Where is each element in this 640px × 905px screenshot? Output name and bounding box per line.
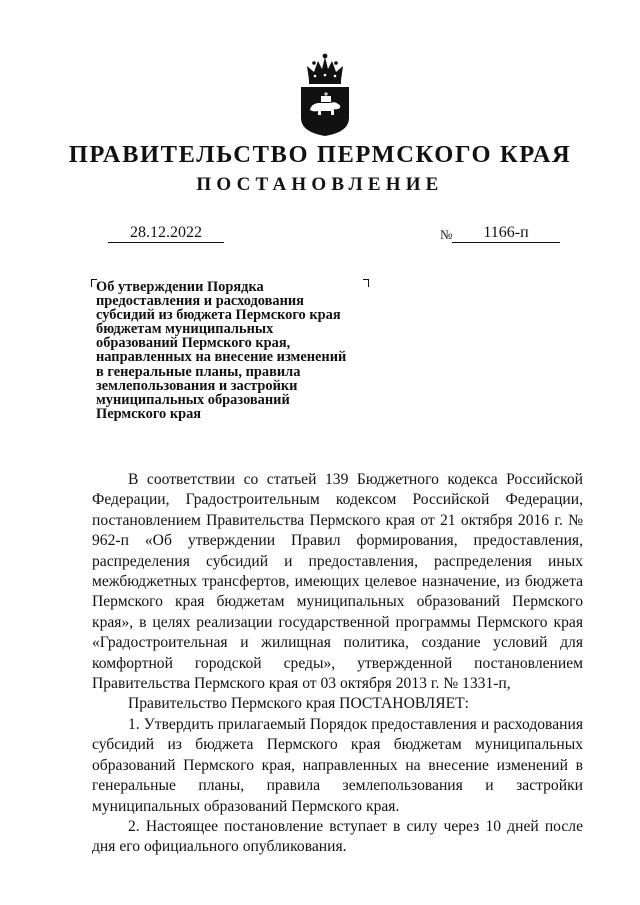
subject-line: направленных на внесение изменений <box>96 349 347 366</box>
subject-line: бюджетам муниципальных <box>96 321 274 338</box>
subject-line: землепользования и застройки <box>96 377 298 394</box>
number-sign: № <box>440 227 453 242</box>
resolves-paragraph: Правительство Пермского края ПОСТАНОВЛЯЕТ: <box>128 695 469 713</box>
subject-line: предоставления и расходования <box>96 293 304 310</box>
document-body <box>92 470 583 858</box>
subject-line: муниципальных образований <box>96 391 290 408</box>
subject-line: в генеральные планы, правила <box>96 363 301 380</box>
government-title: ПРАВИТЕЛЬСТВО ПЕРМСКОГО КРАЯ <box>68 141 572 168</box>
preamble-paragraph: В соответствии со статьей 139 Бюджетного кодекса Российской Федерации, Градостроительным кодексом Российской Федерации, постановлением Правительства Пермского края от 21 октября 2016 г. № 962-п «Об утверждении Правил формирования, предоставления, распределения субсидий и предоставления, распределения иных межбюджетных трансфертов, имеющих целевое назначение, из бюджета Пермского края бюджетам муниципальных образований Пермского края», в целях реализации государственной программы Пермского края «Градостроительная и жилищная политика, создание условий для комфортной городской среды», утвержденной постановлением Правительства Пермского края от 03 октября 2013 г. № 1331-п, <box>92 471 583 693</box>
item-1-paragraph: 1. Утвердить прилагаемый Порядок предоставления и расходования субсидий из бюджета Пермского края бюджетам муниципальных образований Пермского края, направленных на внесение изменений в генеральные планы, правила землепользования и застройки муниципальных образований Пермского края. <box>92 715 583 815</box>
item-2-paragraph: 2. Настоящее постановление вступает в силу через 10 дней после дня его официального опубликования. <box>92 817 583 856</box>
document-type: ПОСТАНОВЛЕНИЕ <box>196 174 444 195</box>
subject-line: Об утверждении Порядка <box>96 279 264 295</box>
subject-line: Пермского края <box>96 405 202 422</box>
document-subject <box>96 280 366 421</box>
subject-line: образований Пермского края, <box>96 335 291 352</box>
document-date: 28.12.2022 <box>108 224 224 243</box>
document-number: 1166-п <box>452 224 560 243</box>
subject-line: субсидий из бюджета Пермского края <box>96 307 341 324</box>
perm-krai-coat-of-arms-icon <box>297 52 353 136</box>
